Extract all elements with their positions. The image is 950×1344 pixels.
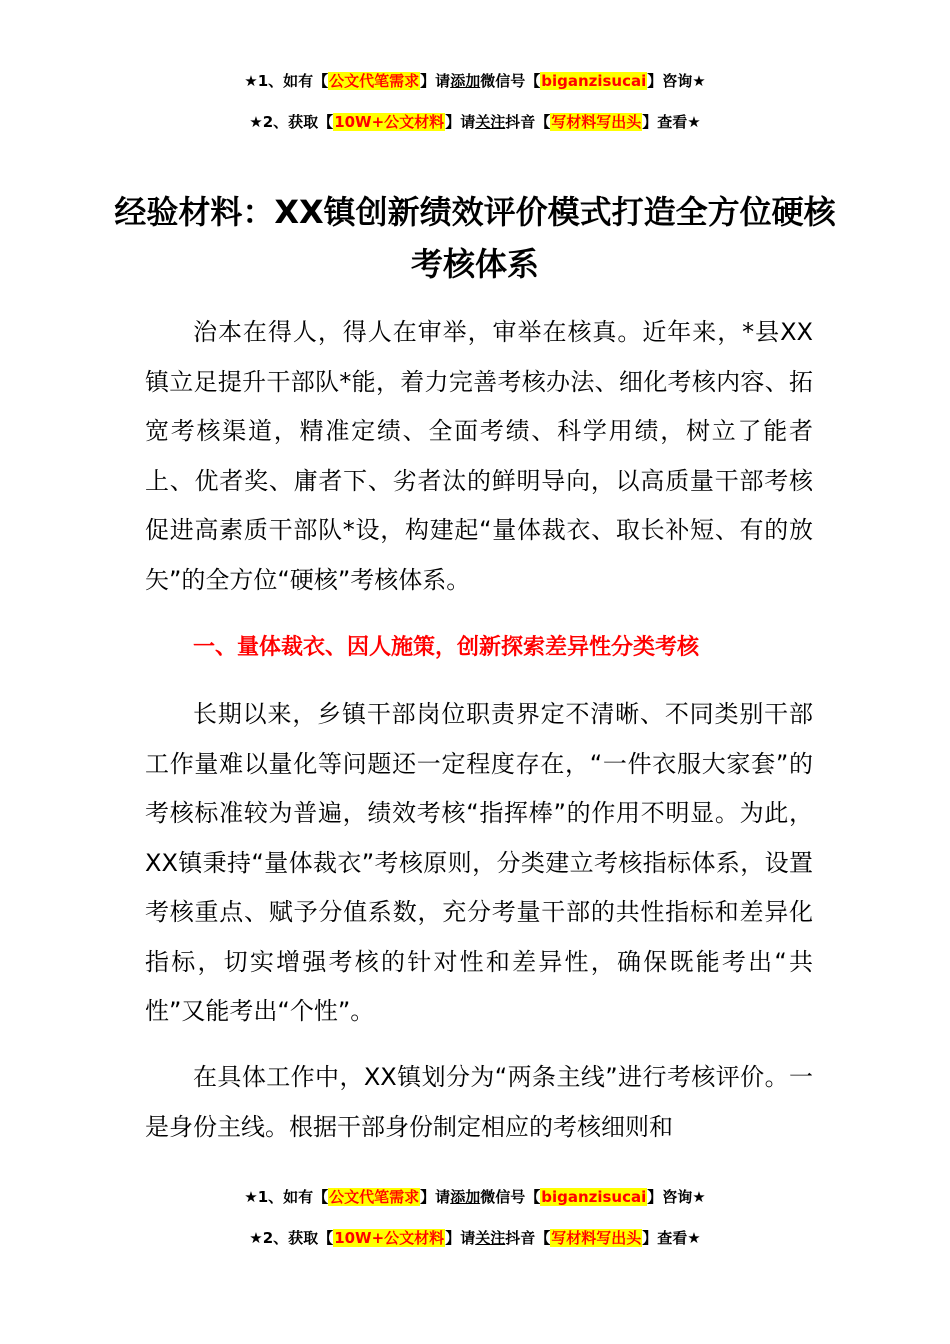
intro-paragraph: 治本在得人，得人在审举，审举在核真。近年来，*县XX镇立足提升干部队*能，着力完善考核办法、细化考核内容、拓宽考核渠道，精准定绩、全面考绩、科学用绩，树立了能者上、优者奖、庸者下、劣者汰的鲜明导向，以高质量干部考核促进高素质干部队*设，构建起“量体裁衣、取长补短、有的放矢”的全方位“硬核”考核体系。	[145, 318, 813, 594]
promo-line-2	[0, 1228, 950, 1248]
promo-text: ★2、获取【	[249, 113, 334, 131]
promo-text: 】请	[420, 1188, 451, 1206]
promo-underline: 关注	[475, 113, 506, 131]
body-paragraph-2: 长期以来，乡镇干部岗位职责界定不清晰、不同类别干部工作量难以量化等问题还一定程度存在，“一件衣服大家套”的考核标准较为普遍，绩效考核“指挥棒”的作用不明显。为此，XX镇秉持“量体裁衣”考核原则，分类建立考核指标体系，设置考核重点、赋予分值系数，充分考量干部的共性指标和差异化指标，切实增强考核的针对性和差异性，确保既能考出“共性”又能考出“个性”。	[145, 700, 813, 1025]
promo-text: ★2、获取【	[249, 1229, 334, 1247]
promo-text: 微信号【	[480, 72, 541, 90]
promo-highlight: 公文代笔需求	[329, 1188, 420, 1206]
promo-text: 】咨询★	[647, 1188, 706, 1206]
promo-text: 】咨询★	[647, 72, 706, 90]
promo-text: 微信号【	[480, 1188, 541, 1206]
promo-text: 】查看★	[642, 1229, 701, 1247]
promo-highlight: 公文代笔需求	[329, 72, 420, 90]
promo-text: 】请	[420, 72, 451, 90]
promo-text: 】查看★	[642, 113, 701, 131]
promo-line-1	[0, 1187, 950, 1207]
promo-underline: 添加	[450, 72, 481, 90]
promo-highlight: 10W+公文材料	[334, 1229, 445, 1247]
promo-text: ★1、如有【	[244, 1188, 329, 1206]
promo-text: 】请	[445, 1229, 476, 1247]
body-paragraph-3: 在具体工作中，XX镇划分为“两条主线”进行考核评价。一是身份主线。根据干部身份制定相应的考核细则和	[145, 1063, 813, 1141]
document-title: 经验材料：XX镇创新绩效评价模式打造全方位硬核考核体系	[114, 193, 836, 283]
promo-underline: 关注	[475, 1229, 506, 1247]
promo-line-1	[0, 71, 950, 91]
promo-wechat-id: biganzisucai	[541, 1188, 647, 1206]
promo-text: ★1、如有【	[244, 72, 329, 90]
promo-text: 抖音【	[505, 113, 551, 131]
promo-line-2	[0, 112, 950, 132]
section-1-heading: 一、量体裁衣、因人施策，创新探索差异性分类考核	[193, 635, 700, 660]
promo-wechat-id: biganzisucai	[541, 72, 647, 90]
promo-text: 】请	[445, 113, 476, 131]
promo-highlight: 10W+公文材料	[334, 113, 445, 131]
promo-underline: 添加	[450, 1188, 481, 1206]
promo-douyin-id: 写材料写出头	[551, 1229, 642, 1247]
promo-douyin-id: 写材料写出头	[551, 113, 642, 131]
promo-text: 抖音【	[505, 1229, 551, 1247]
